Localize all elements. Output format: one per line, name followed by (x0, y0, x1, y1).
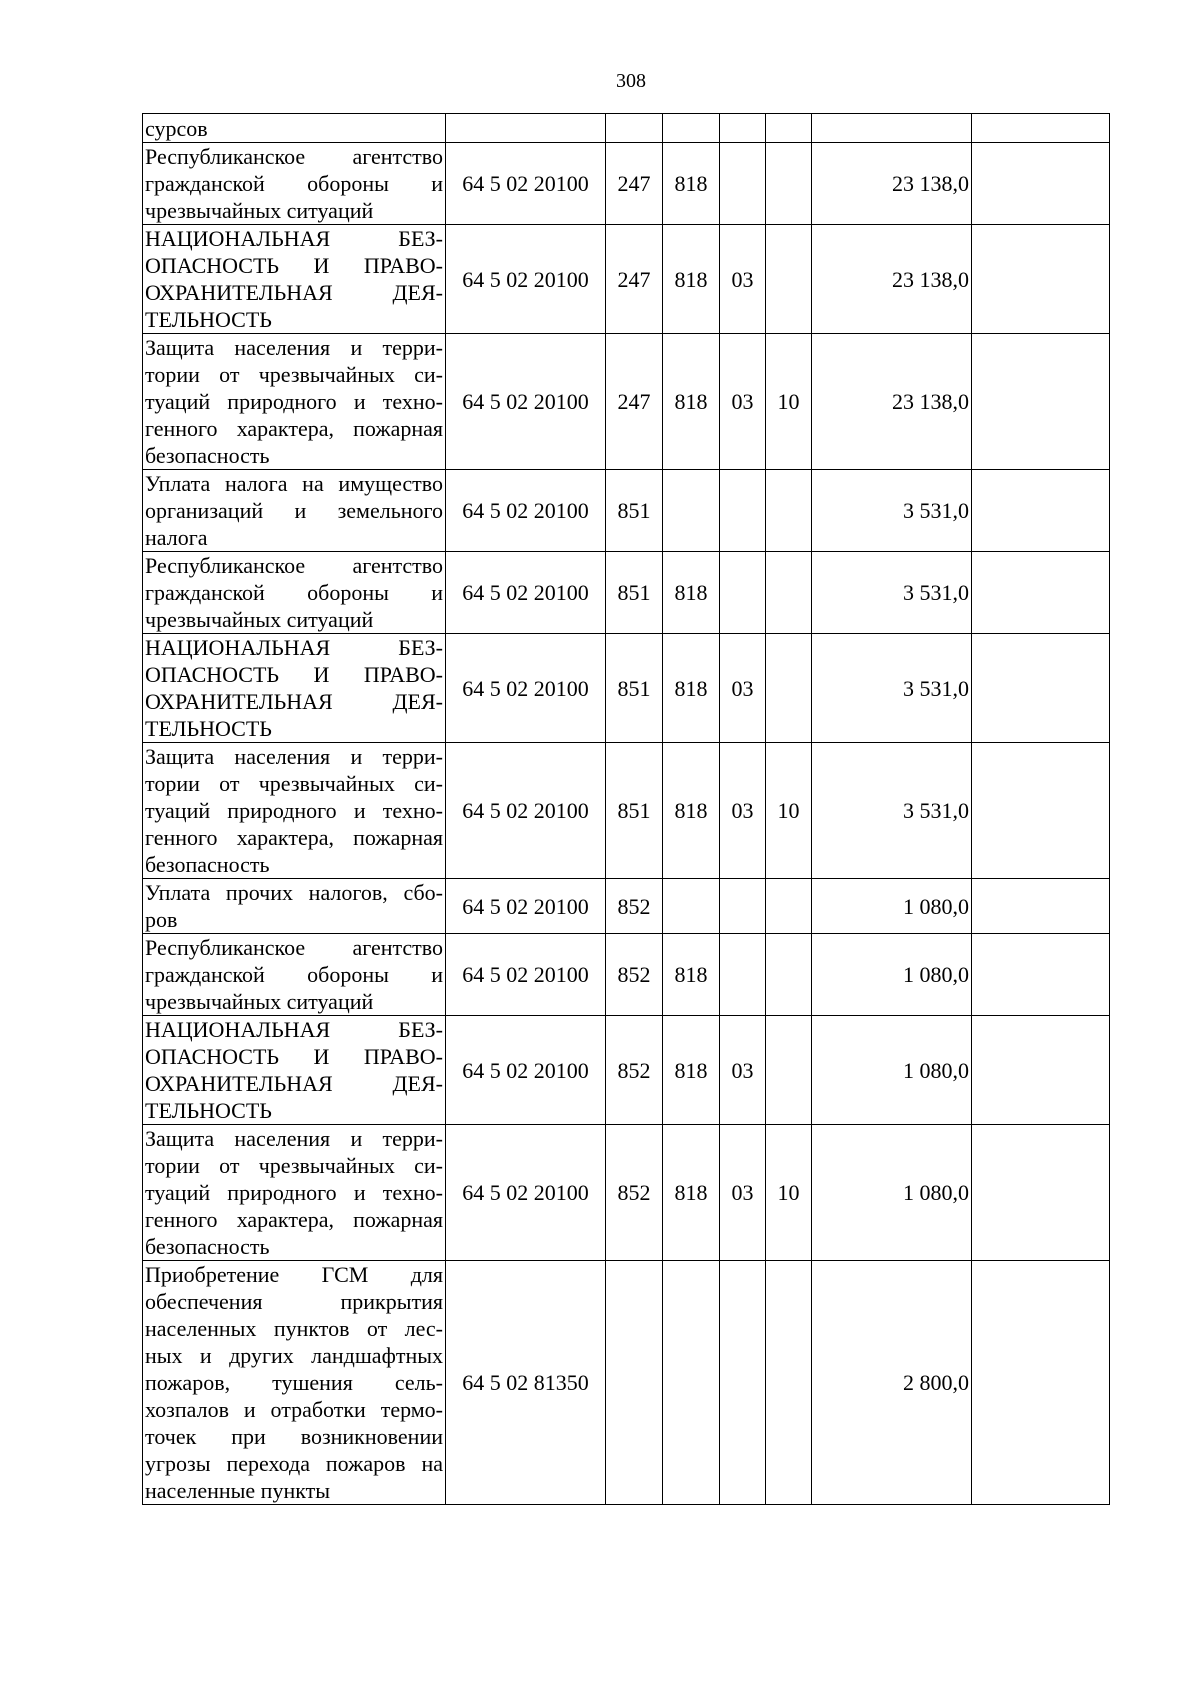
section-cell: 03 (720, 743, 766, 879)
ministry-code-cell: 818 (663, 143, 720, 225)
section-cell (720, 470, 766, 552)
expense-type-cell: 851 (606, 743, 663, 879)
subsection-cell: 10 (766, 743, 812, 879)
subsection-cell (766, 470, 812, 552)
extra-cell (972, 225, 1110, 334)
ministry-code-cell: 818 (663, 743, 720, 879)
row-name-cell: Приобретение ГСМ для обеспечения прикрытия населенных пунктов от лес-ных и других ландшафтных пожаров, тушения сель-хозпалов и отработки термо-точек при возникновении угрозы перехода пожаров на населенные пункты (143, 1261, 446, 1505)
subsection-cell (766, 1016, 812, 1125)
table-row (143, 334, 1110, 470)
extra-cell (972, 334, 1110, 470)
amount-cell: 23 138,0 (812, 143, 972, 225)
row-name-cell: Защита населения и терри-тории от чрезвычайных си-туаций природного и техно-генного характера, пожарная безопасность (143, 334, 446, 470)
page-number: 308 (616, 70, 646, 92)
table-row (143, 634, 1110, 743)
target-code-cell: 64 5 02 81350 (446, 1261, 606, 1505)
row-name-cell: НАЦИОНАЛЬНАЯ БЕЗ-ОПАСНОСТЬ И ПРАВО-ОХРАНИТЕЛЬНАЯ ДЕЯ-ТЕЛЬНОСТЬ (143, 634, 446, 743)
table-row (143, 143, 1110, 225)
extra-cell (972, 934, 1110, 1016)
target-code-cell: 64 5 02 20100 (446, 552, 606, 634)
row-name-cell: Уплата налога на имущество организаций и земельного налога (143, 470, 446, 552)
ministry-code-cell: 818 (663, 1125, 720, 1261)
target-code-cell: 64 5 02 20100 (446, 934, 606, 1016)
target-code-cell: 64 5 02 20100 (446, 1016, 606, 1125)
extra-cell (972, 743, 1110, 879)
expense-type-cell: 851 (606, 634, 663, 743)
row-name-cell: Республиканское агентство гражданской обороны и чрезвычайных ситуаций (143, 143, 446, 225)
extra-cell (972, 1125, 1110, 1261)
table-row (143, 1016, 1110, 1125)
row-name-cell: Республиканское агентство гражданской обороны и чрезвычайных ситуаций (143, 934, 446, 1016)
target-code-cell: 64 5 02 20100 (446, 1125, 606, 1261)
section-cell: 03 (720, 634, 766, 743)
section-cell (720, 114, 766, 143)
table-row (143, 114, 1110, 143)
target-code-cell: 64 5 02 20100 (446, 743, 606, 879)
budget-table (142, 113, 1110, 1505)
section-cell: 03 (720, 334, 766, 470)
section-cell (720, 1261, 766, 1505)
expense-type-cell: 247 (606, 334, 663, 470)
extra-cell (972, 470, 1110, 552)
subsection-cell (766, 143, 812, 225)
section-cell (720, 934, 766, 1016)
amount-cell: 3 531,0 (812, 743, 972, 879)
expense-type-cell: 852 (606, 934, 663, 1016)
row-name-cell: Защита населения и терри-тории от чрезвычайных си-туаций природного и техно-генного характера, пожарная безопасность (143, 1125, 446, 1261)
expense-type-cell: 852 (606, 879, 663, 934)
ministry-code-cell (663, 879, 720, 934)
ministry-code-cell: 818 (663, 634, 720, 743)
extra-cell (972, 1261, 1110, 1505)
subsection-cell (766, 114, 812, 143)
extra-cell (972, 634, 1110, 743)
amount-cell: 23 138,0 (812, 334, 972, 470)
subsection-cell (766, 552, 812, 634)
row-name-cell: НАЦИОНАЛЬНАЯ БЕЗ-ОПАСНОСТЬ И ПРАВО-ОХРАНИТЕЛЬНАЯ ДЕЯ-ТЕЛЬНОСТЬ (143, 1016, 446, 1125)
amount-cell: 1 080,0 (812, 1016, 972, 1125)
section-cell (720, 879, 766, 934)
extra-cell (972, 143, 1110, 225)
amount-cell: 1 080,0 (812, 879, 972, 934)
ministry-code-cell: 818 (663, 334, 720, 470)
amount-cell: 1 080,0 (812, 934, 972, 1016)
subsection-cell (766, 879, 812, 934)
subsection-cell (766, 634, 812, 743)
table-row (143, 470, 1110, 552)
amount-cell: 3 531,0 (812, 470, 972, 552)
amount-cell: 2 800,0 (812, 1261, 972, 1505)
amount-cell: 3 531,0 (812, 634, 972, 743)
table-row (143, 879, 1110, 934)
subsection-cell (766, 1261, 812, 1505)
expense-type-cell (606, 1261, 663, 1505)
row-name-cell: Защита населения и терри-тории от чрезвычайных си-туаций природного и техно-генного характера, пожарная безопасность (143, 743, 446, 879)
target-code-cell (446, 114, 606, 143)
amount-cell: 3 531,0 (812, 552, 972, 634)
ministry-code-cell: 818 (663, 552, 720, 634)
row-name-cell: сурсов (143, 114, 446, 143)
table-row (143, 743, 1110, 879)
expense-type-cell: 852 (606, 1016, 663, 1125)
extra-cell (972, 1016, 1110, 1125)
ministry-code-cell: 818 (663, 225, 720, 334)
section-cell: 03 (720, 1125, 766, 1261)
section-cell (720, 552, 766, 634)
ministry-code-cell: 818 (663, 1016, 720, 1125)
subsection-cell: 10 (766, 1125, 812, 1261)
section-cell (720, 143, 766, 225)
table-row (143, 1261, 1110, 1505)
subsection-cell: 10 (766, 334, 812, 470)
table-row (143, 552, 1110, 634)
table-row (143, 1125, 1110, 1261)
subsection-cell (766, 225, 812, 334)
ministry-code-cell (663, 470, 720, 552)
target-code-cell: 64 5 02 20100 (446, 634, 606, 743)
extra-cell (972, 879, 1110, 934)
target-code-cell: 64 5 02 20100 (446, 470, 606, 552)
target-code-cell: 64 5 02 20100 (446, 225, 606, 334)
expense-type-cell: 247 (606, 143, 663, 225)
amount-cell (812, 114, 972, 143)
expense-type-cell (606, 114, 663, 143)
amount-cell: 23 138,0 (812, 225, 972, 334)
target-code-cell: 64 5 02 20100 (446, 334, 606, 470)
table-row (143, 934, 1110, 1016)
extra-cell (972, 114, 1110, 143)
target-code-cell: 64 5 02 20100 (446, 143, 606, 225)
row-name-cell: НАЦИОНАЛЬНАЯ БЕЗ-ОПАСНОСТЬ И ПРАВО-ОХРАНИТЕЛЬНАЯ ДЕЯ-ТЕЛЬНОСТЬ (143, 225, 446, 334)
ministry-code-cell: 818 (663, 934, 720, 1016)
row-name-cell: Уплата прочих налогов, сбо-ров (143, 879, 446, 934)
row-name-cell: Республиканское агентство гражданской обороны и чрезвычайных ситуаций (143, 552, 446, 634)
ministry-code-cell (663, 1261, 720, 1505)
table-row (143, 225, 1110, 334)
expense-type-cell: 851 (606, 552, 663, 634)
amount-cell: 1 080,0 (812, 1125, 972, 1261)
expense-type-cell: 851 (606, 470, 663, 552)
expense-type-cell: 852 (606, 1125, 663, 1261)
target-code-cell: 64 5 02 20100 (446, 879, 606, 934)
extra-cell (972, 552, 1110, 634)
subsection-cell (766, 934, 812, 1016)
section-cell: 03 (720, 225, 766, 334)
expense-type-cell: 247 (606, 225, 663, 334)
section-cell: 03 (720, 1016, 766, 1125)
ministry-code-cell (663, 114, 720, 143)
